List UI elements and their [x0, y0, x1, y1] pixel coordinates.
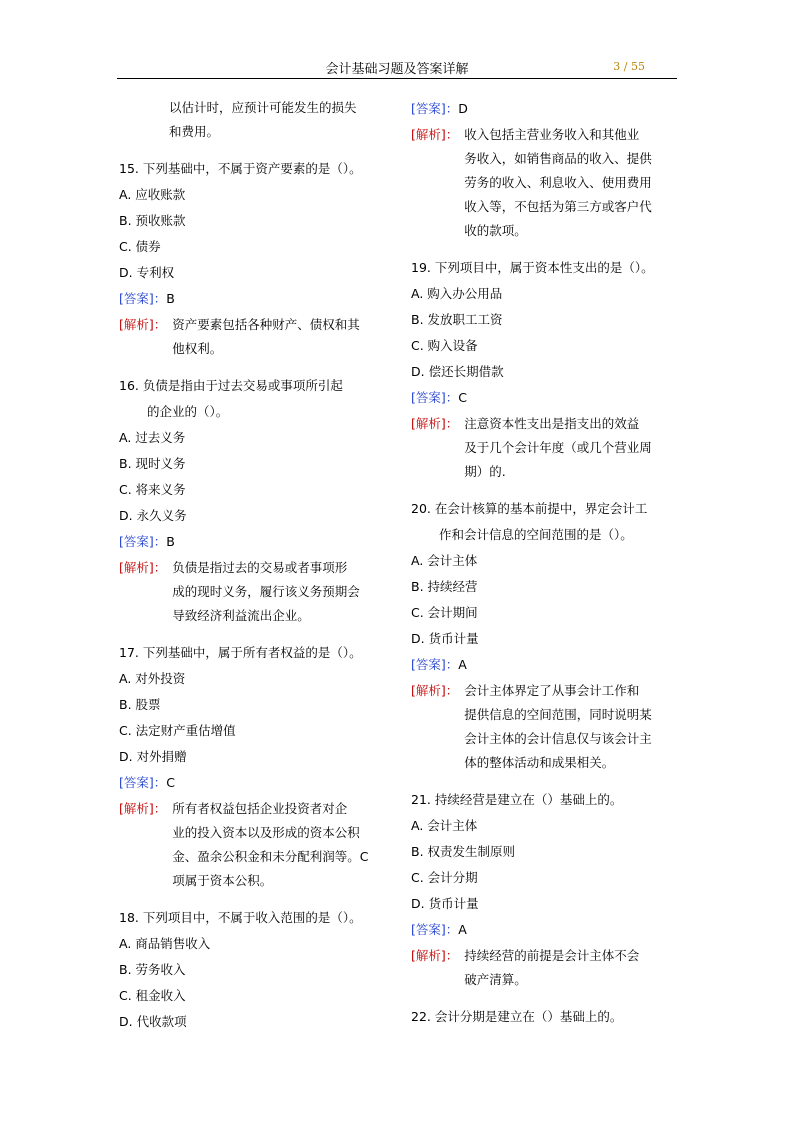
text-line: 会计主体的会计信息仅与该会计主	[464, 731, 652, 746]
explanation-label: [解析]：	[411, 127, 459, 142]
answer-label: [答案]：	[119, 534, 167, 549]
option-c: C. 法定财产重估增值	[119, 723, 236, 738]
question-text-cont: 作和会计信息的空间范围的是（）。	[439, 527, 633, 542]
question-15	[119, 156, 389, 361]
question-20	[411, 496, 681, 775]
explanation-text	[458, 944, 639, 992]
option-c: C. 购入设备	[411, 338, 478, 353]
option-d: D. 永久义务	[119, 508, 187, 523]
question-text: 22. 会计分期是建立在（）基础上的。	[411, 1009, 623, 1024]
question-18-answer	[411, 96, 681, 243]
question-text: 21. 持续经营是建立在（）基础上的。	[411, 792, 623, 807]
explanation-text	[166, 556, 360, 628]
explanation-row	[411, 122, 681, 243]
page-number: 3 / 55	[613, 60, 645, 73]
right-column	[411, 96, 681, 1042]
question-text: 20. 在会计核算的基本前提中，界定会计工	[411, 501, 648, 516]
option-d: D. 货币计量	[411, 896, 479, 911]
explanation-label: [解析]：	[119, 560, 167, 575]
explanation-text	[458, 412, 652, 484]
question-18	[119, 905, 389, 1035]
option-b: B. 现时义务	[119, 456, 186, 471]
explanation-label: [解析]：	[119, 801, 167, 816]
option-c: C. 会计期间	[411, 605, 478, 620]
explanation-label: [解析]：	[411, 948, 459, 963]
option-d: D. 对外捐赠	[119, 749, 187, 764]
text-line: 收入等，不包括为第三方或客户代	[464, 199, 652, 214]
question-17	[119, 640, 389, 893]
text-line: 他权利。	[172, 341, 223, 356]
option-b: B. 持续经营	[411, 579, 478, 594]
question-text-cont: 的企业的（）。	[147, 404, 229, 419]
page-header	[117, 56, 677, 79]
question-21	[411, 787, 681, 992]
question-text: 19. 下列项目中，属于资本性支出的是（）。	[411, 260, 654, 275]
explanation-row	[411, 678, 681, 775]
text-line: 体的整体活动和成果相关。	[464, 755, 615, 770]
option-d: D. 货币计量	[411, 631, 479, 646]
explanation-row	[119, 555, 389, 628]
answer-value: B	[166, 291, 175, 306]
text-line: 劳务的收入、利息收入、使用费用	[464, 175, 652, 190]
option-a: A. 商品销售收入	[119, 936, 211, 951]
answer-row	[119, 529, 389, 555]
explanation-label: [解析]：	[411, 416, 459, 431]
answer-value: A	[458, 657, 467, 672]
text-line: 注意资本性支出是指支出的效益	[464, 416, 640, 431]
text-line: 持续经营的前提是会计主体不会	[464, 948, 640, 963]
answer-row	[411, 917, 681, 943]
option-c: C. 会计分期	[411, 870, 478, 885]
answer-row	[411, 385, 681, 411]
text-line: 业的投入资本以及形成的资本公积	[172, 825, 360, 840]
text-line: 提供信息的空间范围，同时说明某	[464, 707, 652, 722]
question-text: 16. 负债是指由于过去交易或事项所引起	[119, 378, 343, 393]
question-22	[411, 1004, 681, 1030]
option-b: B. 股票	[119, 697, 161, 712]
option-a: A. 会计主体	[411, 818, 478, 833]
text-line: 负债是指过去的交易或者事项形	[172, 560, 348, 575]
answer-row	[411, 96, 681, 122]
explanation-text	[458, 123, 652, 243]
text-line: 金、盈余公积金和未分配利润等。C	[172, 849, 369, 864]
answer-label: [答案]：	[119, 775, 167, 790]
carryover-text	[119, 96, 389, 144]
text-line: 收的款项。	[464, 223, 527, 238]
text-line: 项属于资本公积。	[172, 873, 273, 888]
explanation-label: [解析]：	[119, 317, 167, 332]
text-line: 务收入，如销售商品的收入、提供	[464, 151, 652, 166]
text-line: 以估计时，应预计可能发生的损失	[169, 100, 357, 115]
explanation-text	[166, 313, 360, 361]
option-d: D. 偿还长期借款	[411, 364, 504, 379]
option-c: C. 债券	[119, 239, 161, 254]
option-b: B. 发放职工工资	[411, 312, 503, 327]
option-d: D. 代收款项	[119, 1014, 187, 1029]
option-a: A. 应收账款	[119, 187, 186, 202]
explanation-row	[411, 943, 681, 992]
answer-value: A	[458, 922, 467, 937]
option-a: A. 会计主体	[411, 553, 478, 568]
explanation-row	[119, 796, 389, 893]
answer-label: [答案]：	[119, 291, 167, 306]
option-a: A. 对外投资	[119, 671, 186, 686]
question-text: 17. 下列基础中，属于所有者权益的是（）。	[119, 645, 362, 660]
answer-value: C	[166, 775, 175, 790]
text-line: 所有者权益包括企业投资者对企	[172, 801, 348, 816]
option-c: C. 租金收入	[119, 988, 186, 1003]
explanation-row	[119, 312, 389, 361]
answer-label: [答案]：	[411, 101, 459, 116]
answer-value: D	[458, 101, 468, 116]
left-column	[119, 96, 389, 1047]
question-text: 18. 下列项目中，不属于收入范围的是（）。	[119, 910, 362, 925]
text-line: 及于几个会计年度（或几个营业周	[464, 440, 652, 455]
explanation-row	[411, 411, 681, 484]
answer-row	[119, 286, 389, 312]
text-line: 成的现时义务，履行该义务预期会	[172, 584, 360, 599]
option-b: B. 权责发生制原则	[411, 844, 516, 859]
text-line: 导致经济利益流出企业。	[172, 608, 310, 623]
text-line: 收入包括主营业务收入和其他业	[464, 127, 640, 142]
text-line: 破产清算。	[464, 972, 527, 987]
option-a: A. 购入办公用品	[411, 286, 503, 301]
question-text: 15. 下列基础中，不属于资产要素的是（）。	[119, 161, 362, 176]
option-b: B. 劳务收入	[119, 962, 186, 977]
answer-row	[411, 652, 681, 678]
option-b: B. 预收账款	[119, 213, 186, 228]
text-line: 资产要素包括各种财产、债权和其	[172, 317, 360, 332]
answer-label: [答案]：	[411, 922, 459, 937]
explanation-label: [解析]：	[411, 683, 459, 698]
text-line: 会计主体界定了从事会计工作和	[464, 683, 640, 698]
question-19	[411, 255, 681, 484]
answer-value: B	[166, 534, 175, 549]
answer-value: C	[458, 390, 467, 405]
answer-row	[119, 770, 389, 796]
document-title: 会计基础习题及答案详解	[325, 62, 469, 77]
option-d: D. 专利权	[119, 265, 175, 280]
question-16	[119, 373, 389, 628]
explanation-text	[458, 679, 652, 775]
answer-label: [答案]：	[411, 390, 459, 405]
option-a: A. 过去义务	[119, 430, 186, 445]
text-line: 期）的.	[464, 464, 506, 479]
answer-label: [答案]：	[411, 657, 459, 672]
text-line: 和费用。	[169, 124, 220, 139]
option-c: C. 将来义务	[119, 482, 186, 497]
explanation-text	[166, 797, 368, 893]
